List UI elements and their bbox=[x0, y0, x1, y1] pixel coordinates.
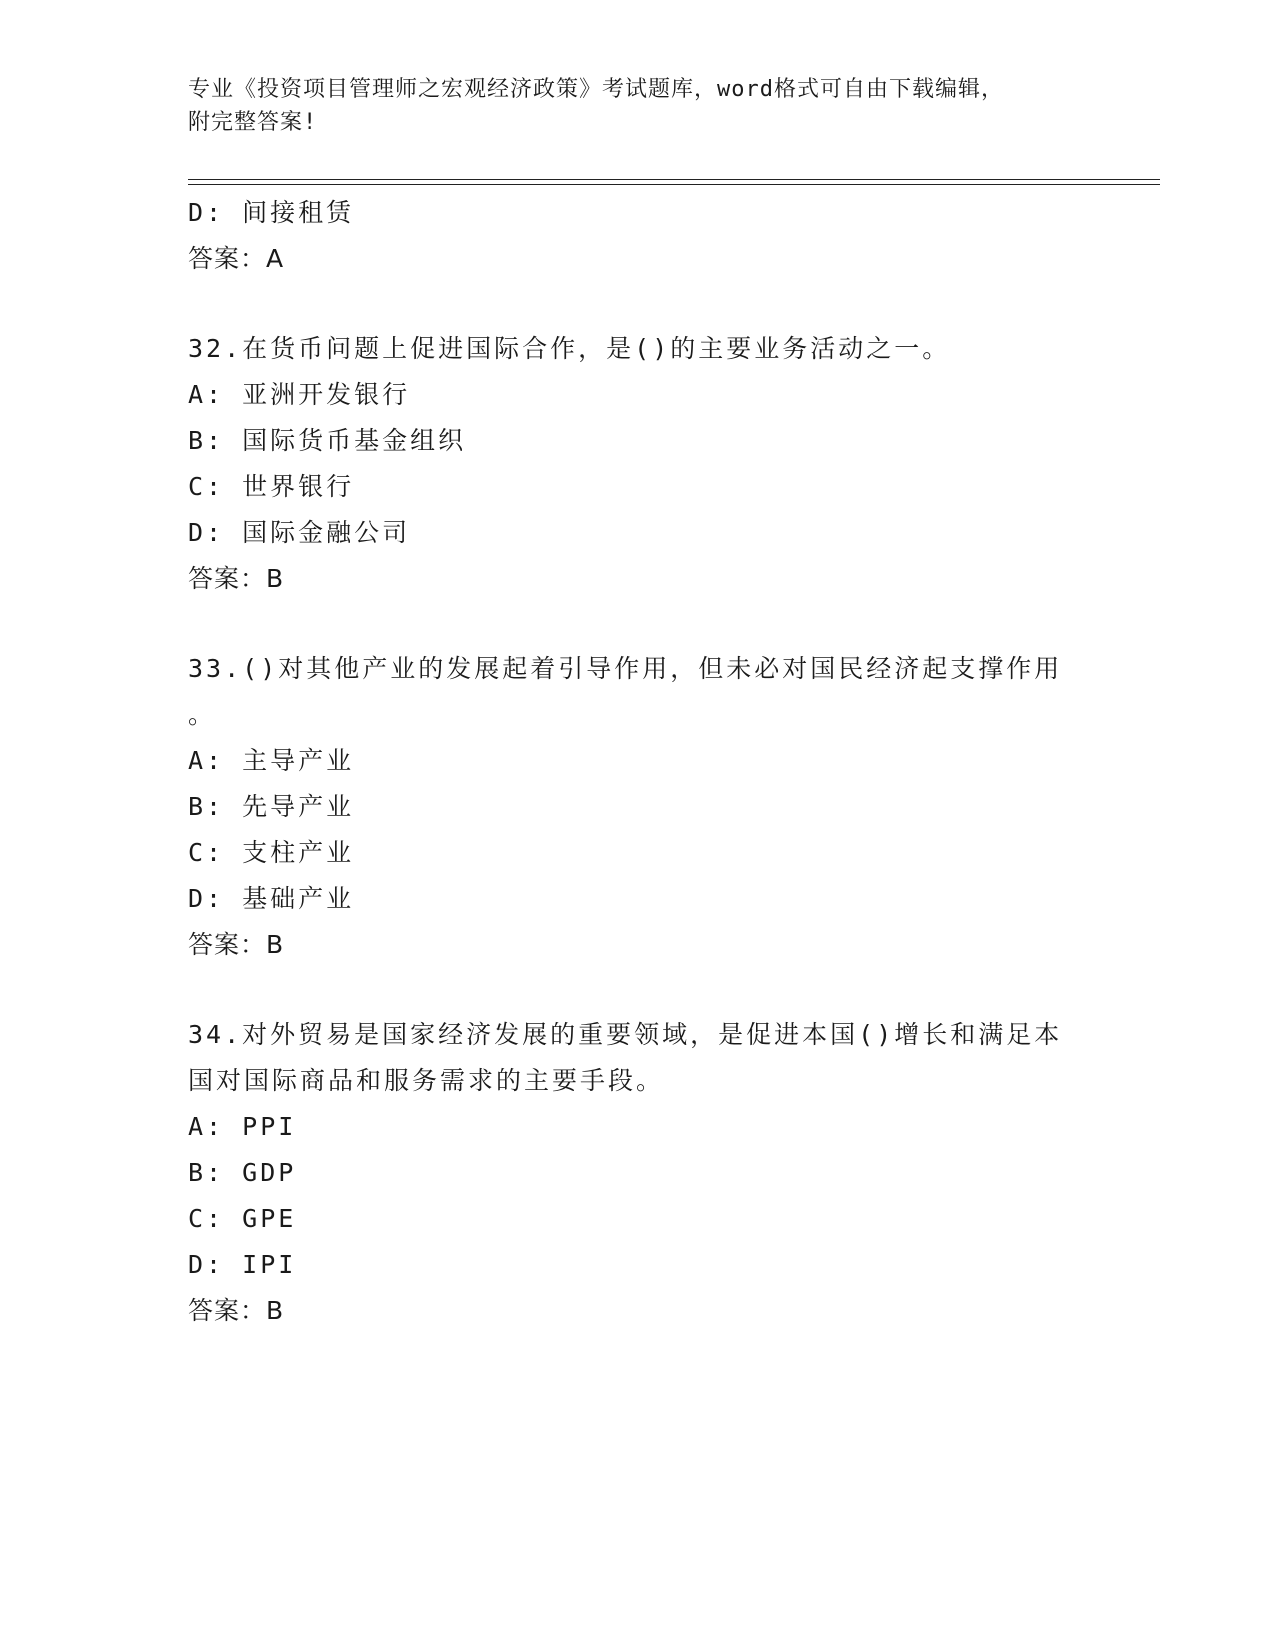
answer-line: 答案：B bbox=[188, 930, 285, 959]
question-34 bbox=[188, 1012, 1088, 1334]
answer-line: 答案：B bbox=[188, 564, 285, 593]
option-d: D: IPI bbox=[188, 1250, 297, 1279]
option-b: B: GDP bbox=[188, 1158, 297, 1187]
option-c: C: 支柱产业 bbox=[188, 838, 355, 867]
option-a: A: 主导产业 bbox=[188, 746, 355, 775]
option-b: B: 国际货币基金组织 bbox=[188, 426, 467, 455]
document-header bbox=[188, 73, 1088, 139]
question-stem-line-1: 34.对外贸易是国家经济发展的重要领域，是促进本国()增长和满足本 bbox=[188, 1020, 1063, 1049]
header-divider-top bbox=[188, 179, 1160, 180]
question-stem: 32.在货币问题上促进国际合作，是()的主要业务活动之一。 bbox=[188, 334, 951, 363]
previous-question-tail bbox=[188, 190, 1088, 282]
answer-line: 答案：B bbox=[188, 1296, 285, 1325]
question-list bbox=[188, 190, 1088, 1334]
option-c: C: 世界银行 bbox=[188, 472, 355, 501]
option-a: A: PPI bbox=[188, 1112, 297, 1141]
header-line-2: 附完整答案! bbox=[188, 110, 318, 135]
option-b: B: 先导产业 bbox=[188, 792, 355, 821]
option-d: D: 基础产业 bbox=[188, 884, 355, 913]
header-divider-bottom bbox=[188, 184, 1160, 185]
header-line-1: 专业《投资项目管理师之宏观经济政策》考试题库，word格式可自由下载编辑， bbox=[188, 77, 1004, 102]
question-stem-line-2: 。 bbox=[188, 700, 217, 729]
question-stem-line-2: 国对国际商品和服务需求的主要手段。 bbox=[188, 1066, 665, 1095]
option-a: A: 亚洲开发银行 bbox=[188, 380, 411, 409]
question-32 bbox=[188, 326, 1088, 602]
option-c: C: GPE bbox=[188, 1204, 297, 1233]
question-stem-line-1: 33.()对其他产业的发展起着引导作用，但未必对国民经济起支撑作用 bbox=[188, 654, 1063, 683]
option-d: D: 间接租赁 bbox=[188, 198, 355, 227]
question-33 bbox=[188, 646, 1088, 968]
option-d: D: 国际金融公司 bbox=[188, 518, 411, 547]
answer-line: 答案：A bbox=[188, 244, 285, 273]
